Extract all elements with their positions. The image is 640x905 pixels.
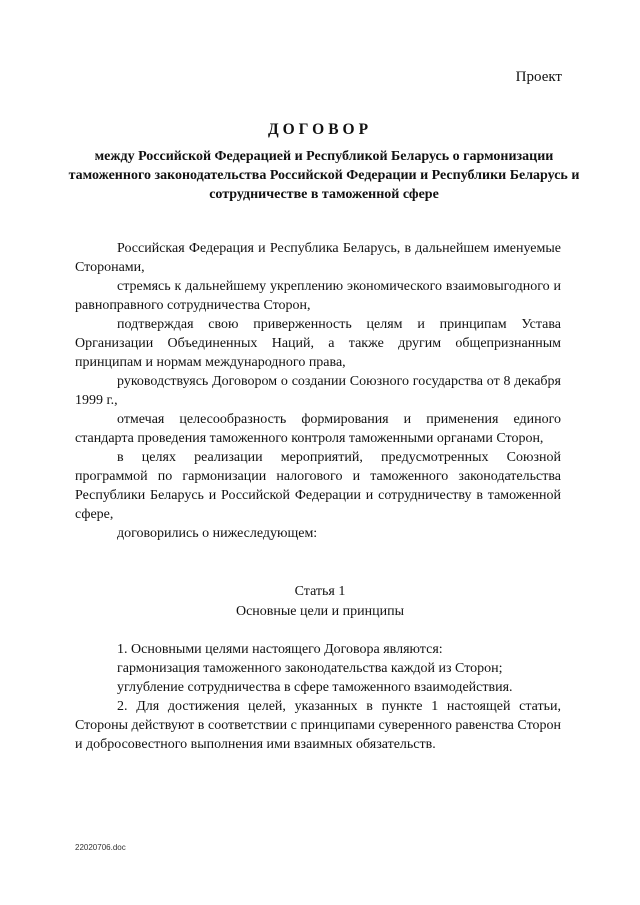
- document-title: ДОГОВОР: [267, 121, 373, 138]
- article-paragraph: 1. Основными целями настоящего Договора являются:: [117, 642, 443, 657]
- article-title: Основные цели и принципы: [235, 604, 405, 619]
- article-paragraph: углубление сотрудничества в сфере таможенного взаимодействия.: [117, 680, 513, 695]
- preamble-paragraph: Российская Федерация и Республика Беларусь, в дальнейшем именуемые Сторонами,: [75, 241, 561, 275]
- preamble-paragraph: в целях реализации мероприятий, предусмотренных Союзной программой по гармонизации налогового и таможенного законодательства Республики Беларусь и Российской Федерации и сотрудничеству в таможенной сфере,: [75, 450, 561, 522]
- article-heading: [0, 582, 640, 622]
- preamble-paragraph: руководствуясь Договором о создании Союзного государства от 8 декабря 1999 г.,: [75, 374, 561, 408]
- article-paragraph: гармонизация таможенного законодательства каждой из Сторон;: [117, 661, 503, 676]
- preamble-paragraph: договорились о нижеследующем:: [117, 526, 318, 541]
- preamble-paragraph: отмечая целесообразность формирования и применения единого стандарта проведения таможенного контроля таможенными органами Сторон,: [75, 412, 561, 446]
- article-number: Статья 1: [294, 584, 346, 599]
- article-paragraph: 2. Для достижения целей, указанных в пункте 1 настоящей статьи, Стороны действуют в соответствии с принципами суверенного равенства Сторон и добросовестного выполнения ими взаимных обязательств.: [75, 699, 561, 752]
- article-1-body: [75, 640, 561, 754]
- draft-stamp: Проект: [515, 69, 562, 85]
- preamble-paragraph: подтверждая свою приверженность целям и принципам Устава Организации Объединенных Наций, а также другим общепризнанным принципам и нормам международного права,: [75, 317, 561, 370]
- document-subtitle: между Российской Федерацией и Республикой Беларусь о гармонизации таможенного законодательства Российской Федерации и Республики Беларусь и сотрудничестве в таможенной сфере: [68, 149, 580, 202]
- preamble: [75, 239, 561, 543]
- preamble-paragraph: стремясь к дальнейшему укреплению экономического взаимовыгодного и равноправного сотрудничества Сторон,: [75, 279, 561, 313]
- footer-filename: 22020706.doc: [75, 843, 126, 852]
